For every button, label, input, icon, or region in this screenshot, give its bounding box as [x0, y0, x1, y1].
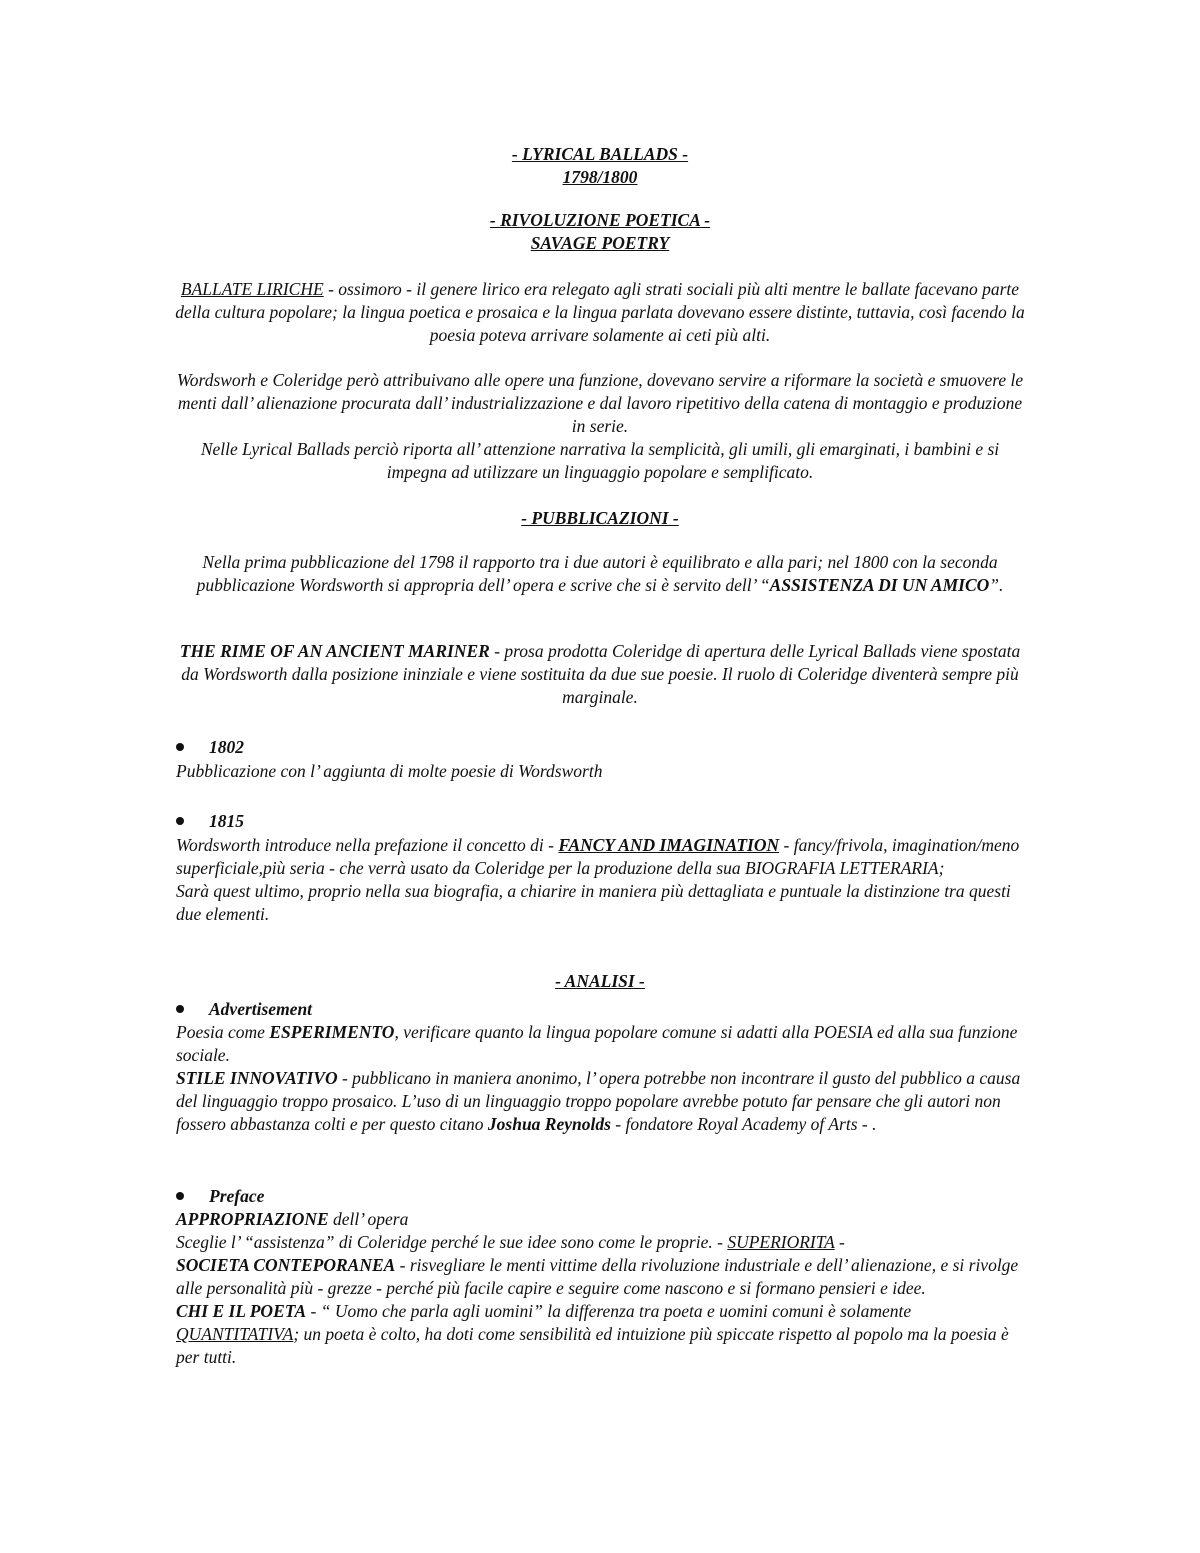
title-years: 1798/1800 [562, 167, 638, 187]
bullet-preface-label: Preface [209, 1186, 265, 1206]
bullet-dot-icon [176, 1192, 184, 1200]
intro-term: BALLATE LIRICHE [180, 279, 324, 299]
intro-text: - ossimoro - il genere lirico era relegato agli strati sociali più alti mentre le ballate facevano parte della cultura popolare; la lingua poetica e prosaica e la lingua parlata dovevano essere distinte, tuttavia, così facendo la poesia poteva arrivare solamente ai ceti più alti. [175, 279, 1025, 345]
bullet-preface [176, 1185, 1026, 1208]
adv-a: Poesia come [176, 1022, 270, 1042]
pref-societa: SOCIETA CONTEPORANEA [176, 1255, 396, 1275]
title-line: - LYRICAL BALLADS - [511, 144, 689, 164]
paragraph-2a: Wordsworh e Coleridge però attribuivano alle opere una funzione, dovevano servire a riformare la società e smuovere le menti dall’ alienazione procurata dall’ industrializzazione e dal lavoro ripetitivo della catena di montaggio e produzione in serie. [176, 370, 1024, 436]
intro-paragraph [175, 278, 1025, 347]
subtitle-line-2: SAVAGE POETRY [530, 233, 670, 253]
bullet-dot-icon [176, 1005, 184, 1013]
pref-b: Sceglie l’ “assistenza” di Coleridge perché le sue idee sono come le proprie. - [176, 1232, 728, 1252]
pref-a: dell’ opera [328, 1209, 409, 1229]
adv-stile: STILE INNOVATIVO [176, 1068, 338, 1088]
adv-reynolds: Joshua Reynolds [487, 1114, 611, 1134]
pref-d: - risvegliare le menti vittime della rivoluzione industriale e dell’ alienazione, e si rivolge alle personalità più - grezze - perché più facile capire e seguire come nascono e si formano pensieri e idee. [176, 1255, 1019, 1298]
paragraph-1815-a: Wordsworth introduce nella prefazione il concetto di - [176, 835, 559, 855]
bullet-1802-label: 1802 [209, 737, 244, 757]
bullet-1802 [176, 736, 1026, 759]
pref-quantitativa: QUANTITATIVA [176, 1324, 294, 1344]
subtitle-line: - RIVOLUZIONE POETICA - [489, 210, 711, 230]
bullet-dot-icon [176, 743, 184, 751]
paragraph-preface [176, 1208, 1026, 1369]
adv-c: , verificare quanto la lingua popolare comune si adatti alla POESIA ed alla sua funzione sociale. [176, 1022, 1018, 1065]
bullet-advertisement [176, 998, 1026, 1021]
bullet-1815 [176, 810, 1026, 833]
pref-f: ; un poeta è colto, ha doti come sensibilità ed intuizione più spiccate rispetto al popolo ma la poesia è per tutti. [176, 1324, 1009, 1367]
paragraph-2b: Nelle Lyrical Ballads perciò riporta all’ attenzione narrativa la semplicità, gli umili, gli emarginati, i bambini e si impegna ad utilizzare un linguaggio popolare e semplificato. [200, 439, 1000, 482]
paragraph-1815 [176, 834, 1026, 926]
paragraph-1802: Pubblicazione con l’ aggiunta di molte poesie di Wordsworth [176, 761, 603, 781]
pub-paragraph [175, 551, 1025, 597]
pref-poeta: CHI E IL POETA [176, 1301, 307, 1321]
rime-paragraph [175, 640, 1025, 709]
pref-superiorita: SUPERIORITA [727, 1232, 835, 1252]
paragraph-advertisement [176, 1021, 1026, 1136]
pref-appropriazione: APPROPRIAZIONE [176, 1209, 329, 1229]
pub-text: Nella prima pubblicazione del 1798 il rapporto tra i due autori è equilibrato e alla pari; nel 1800 con la seconda pubblicazione Wordsworth si appropria dell’ opera e scrive che si è servito dell’ “ [196, 552, 998, 595]
title-block [175, 143, 1025, 255]
heading-pubblicazioni: - PUBBLICAZIONI - [521, 508, 679, 528]
adv-e: - fondatore Royal Academy of Arts - . [610, 1114, 877, 1134]
heading-analisi: - ANALISI - [555, 971, 645, 991]
adv-esperimento: ESPERIMENTO [269, 1022, 395, 1042]
pref-e: - “ Uomo che parla agli uomini” la differenza tra poeta e uomini comuni è solamente [306, 1301, 912, 1321]
pub-end: ”. [989, 575, 1004, 595]
bullet-advertisement-label: Advertisement [209, 999, 313, 1019]
bullet-1815-label: 1815 [209, 811, 244, 831]
rime-title: THE RIME OF AN ANCIENT MARINER [179, 641, 490, 661]
pref-c: - [834, 1232, 845, 1252]
paragraph-1815-b: - fancy/frivola, imagination/meno superficiale,più seria - che verrà usato da Coleridge per la produzione della sua BIOGRAFIA LETTERARIA; [176, 835, 1020, 878]
pub-bold: ASSISTENZA DI UN AMICO [769, 575, 990, 595]
rime-text: - prosa prodotta Coleridge di apertura delle Lyrical Ballads viene spostata da Wordsworth dalla posizione ininziale e viene sostituita da due sue poesie. Il ruolo di Coleridge diventerà sempre più marginale. [181, 641, 1021, 707]
paragraph-2 [175, 369, 1025, 484]
bullet-dot-icon [176, 817, 184, 825]
term-fancy: FANCY AND IMAGINATION [558, 835, 780, 855]
adv-d: - pubblicano in maniera anonimo, l’ opera potrebbe non incontrare il gusto del pubblico a causa del linguaggio troppo prosaico. L’uso di un linguaggio troppo popolare avrebbe potuto far pensare che gli autori non fossero abbastanza colti e per questo citano [176, 1068, 1021, 1134]
paragraph-1815-c: Sarà quest ultimo, proprio nella sua biografia, a chiarire in maniera più dettagliata e puntuale la distinzione tra questi due elementi. [176, 881, 1011, 924]
